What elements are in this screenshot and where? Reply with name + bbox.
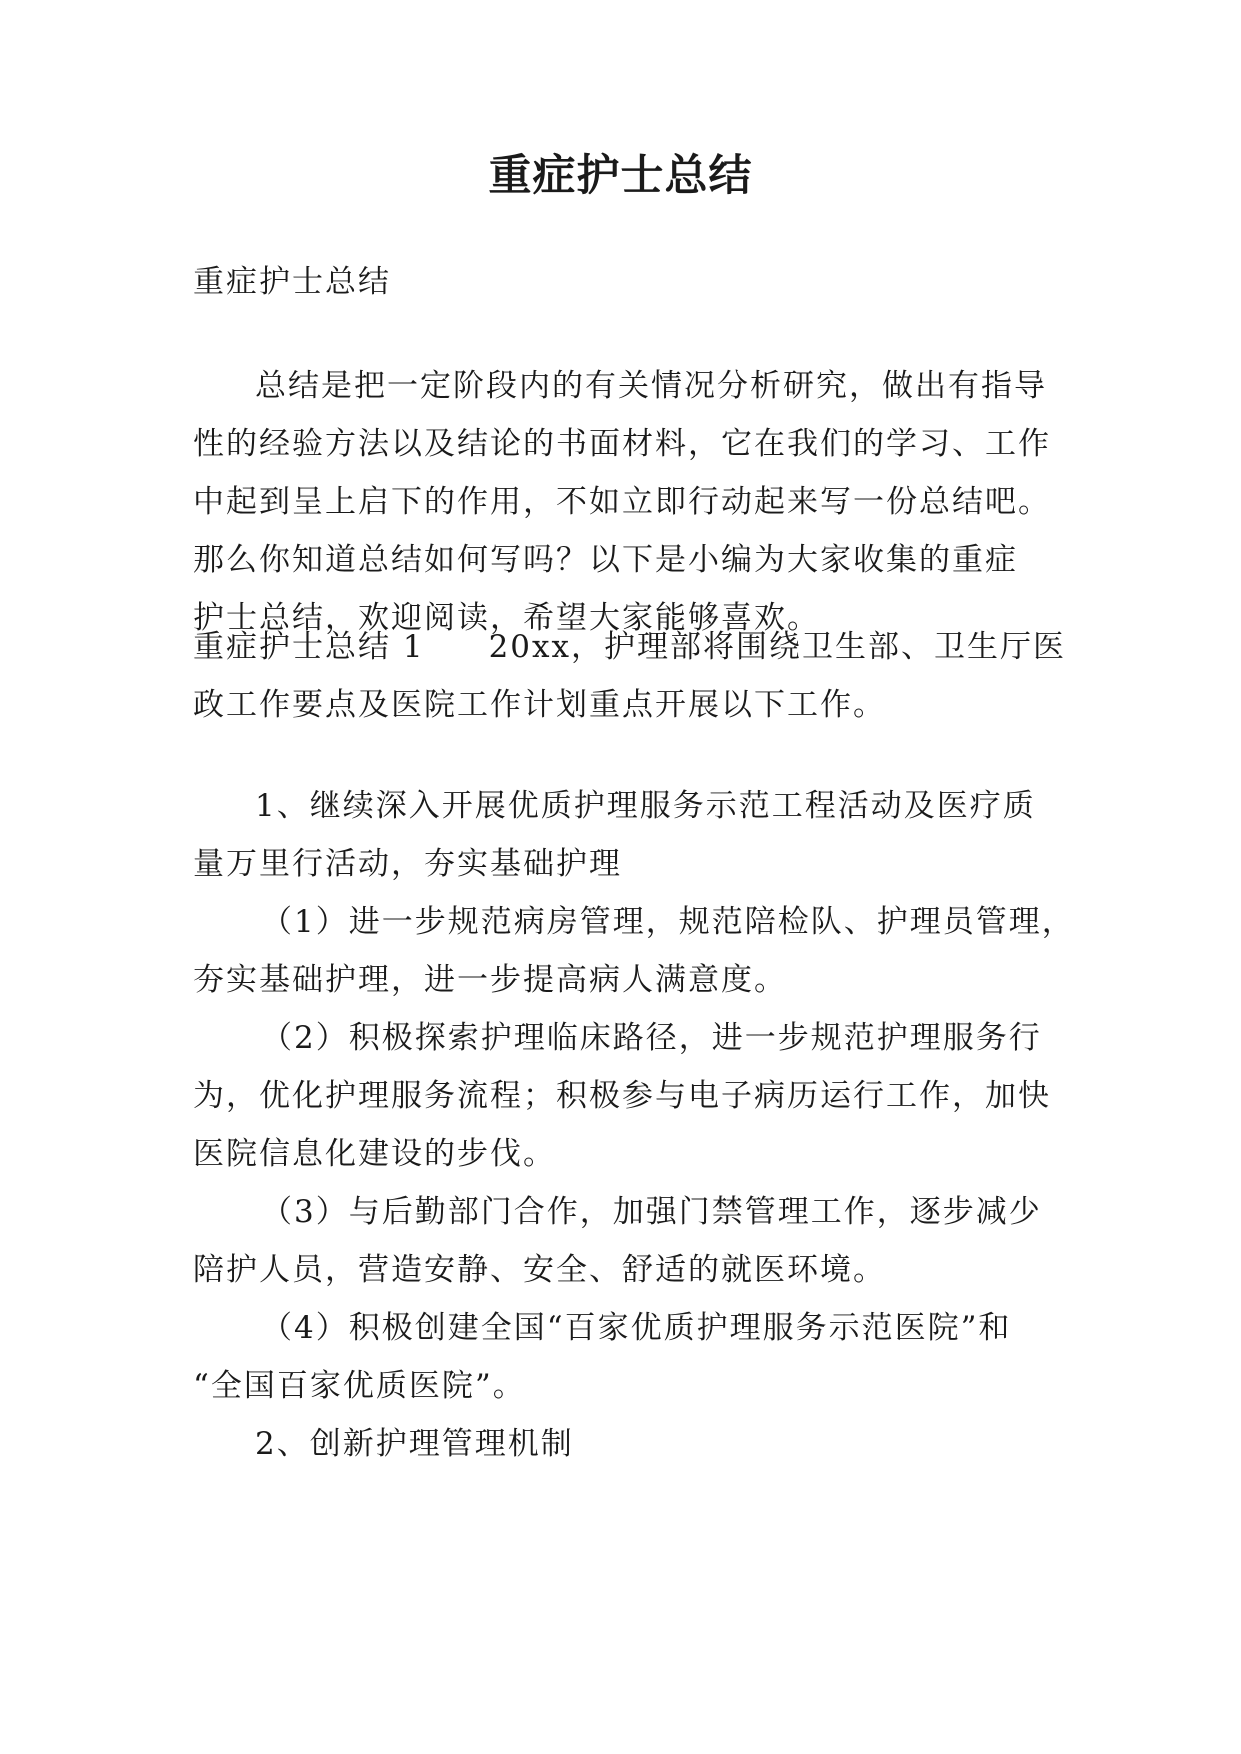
intro-line-4: 那么你知道总结如何写吗？以下是小编为大家收集的重症 (193, 542, 1018, 578)
section1-line-2: 政工作要点及医院工作计划重点开展以下工作。 (193, 687, 886, 723)
intro-line-5: 护士总结，欢迎阅读，希望大家能够喜欢。 (193, 600, 820, 636)
sub2-line-1: （2）积极探索护理临床路径，进一步规范护理服务行 (261, 1020, 1042, 1056)
section1-paragraph (193, 618, 1066, 734)
document-subtitle (193, 253, 1053, 311)
sub2-line-3: 医院信息化建设的步伐。 (193, 1136, 556, 1172)
item1-line-1: 1、继续深入开展优质护理服务示范工程活动及医疗质 (255, 788, 1036, 824)
subtitle-text: 重症护士总结 (193, 264, 391, 300)
section1-label: 重症护士总结 1 (193, 629, 425, 665)
item2-line-1: 2、创新护理管理机制 (255, 1426, 574, 1462)
intro-line-1: 总结是把一定阶段内的有关情况分析研究，做出有指导 (255, 368, 1047, 404)
item1-paragraph (193, 777, 1053, 893)
sub4-line-1: （4）积极创建全国“百家优质护理服务示范医院”和 (261, 1310, 1012, 1346)
sub3-line-1: （3）与后勤部门合作，加强门禁管理工作，逐步减少 (261, 1194, 1042, 1230)
sub1-line-1: （1）进一步规范病房管理，规范陪检队、护理员管理， (261, 904, 1075, 940)
intro-paragraph (193, 357, 1053, 647)
intro-line-2: 性的经验方法以及结论的书面材料，它在我们的学习、工作 (193, 426, 1051, 462)
sub3-paragraph (193, 1183, 1053, 1299)
sub1-line-2: 夯实基础护理，进一步提高病人满意度。 (193, 962, 787, 998)
sub2-paragraph (193, 1009, 1053, 1183)
section1-first-line (193, 618, 1066, 676)
document-title: 重症护士总结 (488, 151, 753, 201)
sub2-line-2: 为，优化护理服务流程；积极参与电子病历运行工作，加快 (193, 1078, 1051, 1114)
section1-line-1: 20xx，护理部将围绕卫生部、卫生厅医 (488, 629, 1066, 665)
item2-paragraph (193, 1415, 1053, 1473)
sub3-line-2: 陪护人员，营造安静、安全、舒适的就医环境。 (193, 1252, 886, 1288)
sub4-line-2: “全国百家优质医院”。 (193, 1368, 526, 1404)
intro-line-3: 中起到呈上启下的作用，不如立即行动起来写一份总结吧。 (193, 484, 1051, 520)
sub4-paragraph (193, 1299, 1053, 1415)
item1-line-2: 量万里行活动，夯实基础护理 (193, 846, 622, 882)
sub1-paragraph (193, 893, 1075, 1009)
